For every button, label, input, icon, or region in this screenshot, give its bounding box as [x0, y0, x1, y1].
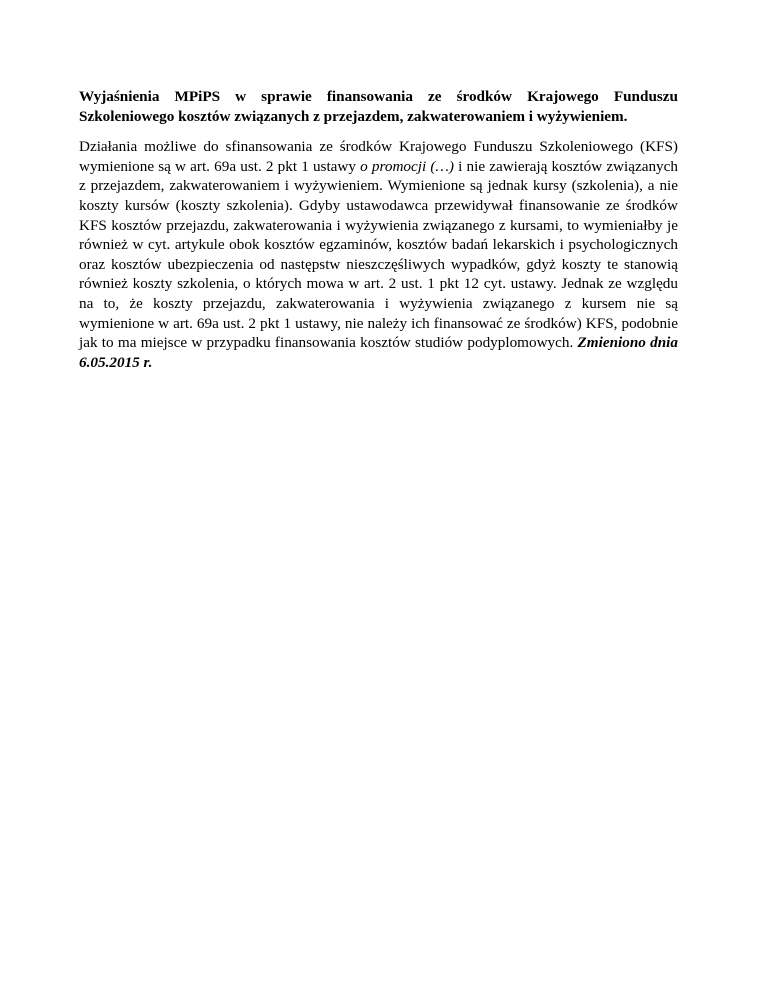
document-page — [79, 87, 678, 372]
paragraph-text-part2: i nie zawierają kosztów związanych z przejazdem, zakwaterowaniem i wyżywieniem. Wymienione są jednak kursy (szkolenia), a nie koszty kursów (koszty szkolenia). Gdyby ustawodawca przewidywał finansowanie ze środków KFS kosztów przejazdu, zakwaterowania i wyżywienia związanego z kursami, to wymieniałby je również w cyt. artykule obok kosztów egzaminów, kosztów badań lekarskich i psychologicznych oraz kosztów ubezpieczenia od następstw nieszczęśliwych wypadków, gdyż koszty te stanowią również koszty szkolenia, o których mowa w art. 2 ust. 1 pkt 12 cyt. ustawy. Jednak ze względu na to, że koszty przejazdu, zakwaterowania i wyżywienia związanego z kursem nie są wymienione w art. 69a ust. 2 pkt 1 ustawy, nie należy ich finansować ze środków) KFS, podobnie jak to ma miejsce w przypadku finansowania kosztów studiów podyplomowych. — [79, 157, 678, 352]
document-paragraph — [79, 137, 678, 372]
change-note: Zmieniono dnia 6.05.2015 r. — [79, 334, 678, 371]
document-heading: Wyjaśnienia MPiPS w sprawie finansowania ze środków Krajowego Funduszu Szkoleniowego kosztów związanych z przejazdem, zakwaterowaniem i wyżywieniem. — [79, 88, 678, 125]
act-title-reference: o promocji (…) — [360, 157, 454, 175]
paragraph-text-part1: Działania możliwe do sfinansowania ze środków Krajowego Funduszu Szkoleniowego (KFS) wymienione są w art. 69a ust. 2 pkt 1 ustawy — [79, 138, 678, 175]
